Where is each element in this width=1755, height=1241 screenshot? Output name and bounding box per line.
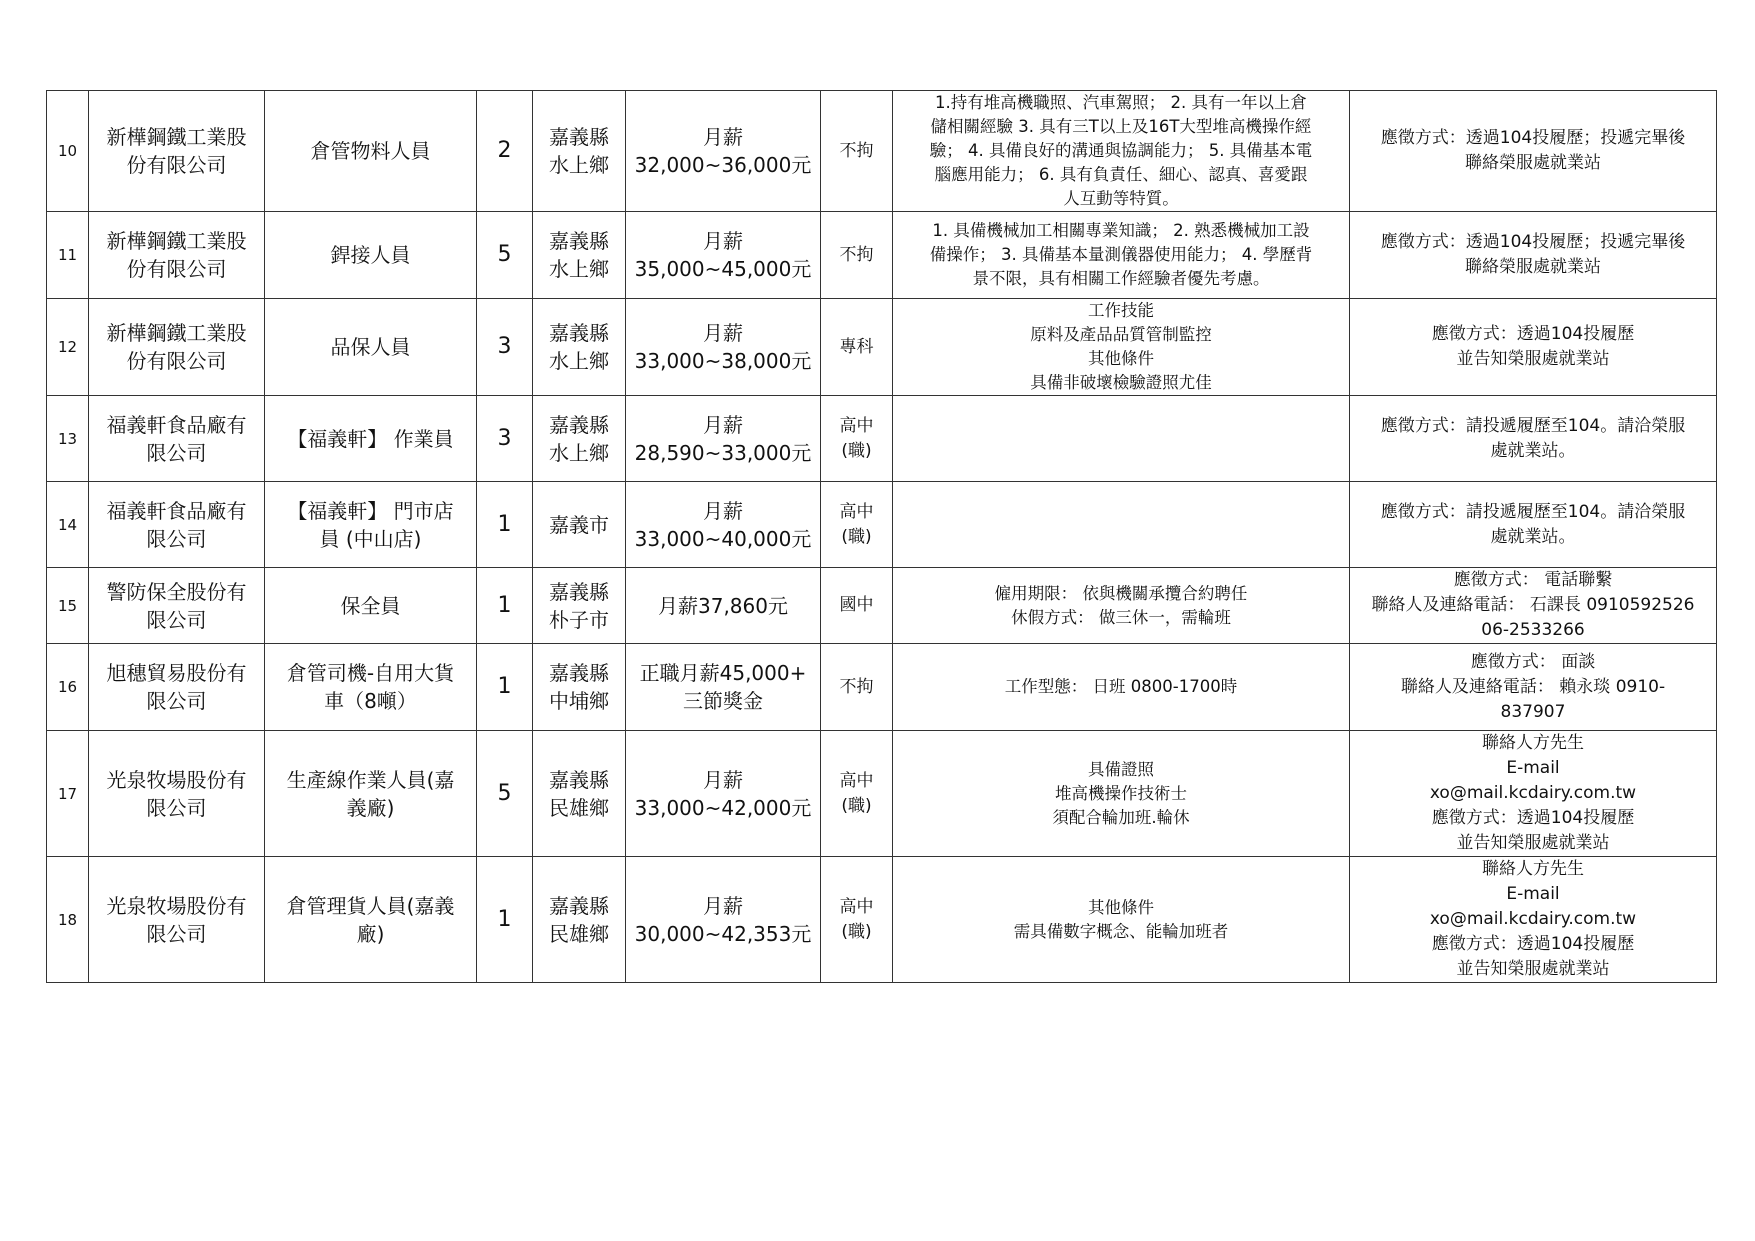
application-method-line: 應徵方式：透過104投履歷；投遞完畢後 <box>1380 128 1686 148</box>
job-requirements-line: 工作型態： 日班 0800-1700時 <box>1004 677 1238 696</box>
job-requirements-line: 休假方式： 做三休一，需輪班 <box>1011 607 1231 627</box>
job-title-line: 【福義軒】 作業員 <box>287 426 454 451</box>
company-name-cell <box>89 731 265 857</box>
job-requirements-line: 1. 具備機械加工相關專業知識； 2. 熟悉機械加工設 <box>932 221 1310 240</box>
application-method-line: 並告知榮服處就業站 <box>1456 833 1610 853</box>
company-name-cell <box>89 299 265 396</box>
job-title-line: 員 (中山店) <box>319 526 422 551</box>
education-requirement-line: 不拘 <box>839 140 874 161</box>
job-title-line: 品保人員 <box>330 335 411 359</box>
application-method-line: xo@mail.kcdairy.com.tw <box>1429 783 1637 803</box>
application-method-cell <box>1350 212 1717 299</box>
salary-cell <box>626 644 821 731</box>
application-method-line: 應徵方式：透過104投履歷 <box>1431 808 1635 828</box>
job-requirements-line: 具備證照 <box>1088 759 1154 779</box>
application-method-line: 聯絡榮服處就業站 <box>1465 153 1601 173</box>
job-title-line: 保全員 <box>340 593 401 618</box>
job-requirements-cell <box>893 91 1350 212</box>
salary-cell <box>626 299 821 396</box>
headcount-cell: 1 <box>477 644 533 731</box>
application-method-line: 聯絡人及連絡電話： 石課長 0910592526 <box>1371 595 1695 615</box>
salary-cell <box>626 396 821 482</box>
job-title-cell <box>265 568 477 644</box>
job-requirements-line: 其他條件 <box>1088 897 1154 917</box>
job-requirements-line: 工作技能 <box>1088 301 1154 320</box>
application-method-cell <box>1350 644 1717 731</box>
job-title-line: 倉管理貨人員(嘉義 <box>286 893 455 918</box>
work-location-cell <box>533 299 626 396</box>
work-location-cell <box>533 568 626 644</box>
application-method-cell <box>1350 299 1717 396</box>
job-title-cell <box>265 857 477 983</box>
education-requirement-cell <box>821 857 893 983</box>
application-method-cell <box>1350 568 1717 644</box>
application-method-line: xo@mail.kcdairy.com.tw <box>1429 909 1637 929</box>
work-location-cell <box>533 857 626 983</box>
headcount-cell: 3 <box>477 396 533 482</box>
row-number-cell: 11 <box>47 212 89 299</box>
job-requirements-line: 人互動等特質。 <box>1063 189 1179 208</box>
salary-cell <box>626 857 821 983</box>
job-title-line: 廠) <box>356 921 385 946</box>
education-requirement-line: (職) <box>841 795 872 816</box>
company-name-line: 限公司 <box>146 526 207 551</box>
application-method-line: 聯絡人方先生 <box>1482 733 1584 753</box>
application-method-line: 應徵方式：請投遞履歷至104。請洽榮服 <box>1380 415 1686 436</box>
education-requirement-line: (職) <box>841 921 872 942</box>
company-name-line: 光泉牧場股份有 <box>106 893 247 918</box>
application-method-cell <box>1350 731 1717 857</box>
application-method-line: 應徵方式：透過104投履歷 <box>1431 934 1635 954</box>
application-method-line: 處就業站。 <box>1490 526 1576 547</box>
education-requirement-line: 專科 <box>839 336 874 357</box>
job-title-cell <box>265 212 477 299</box>
salary-line: 月薪 <box>703 498 743 523</box>
company-name-cell <box>89 857 265 983</box>
headcount-cell: 3 <box>477 299 533 396</box>
headcount-cell: 1 <box>477 482 533 568</box>
application-method-cell <box>1350 396 1717 482</box>
application-method-line: E-mail <box>1506 758 1560 778</box>
job-title-line: 倉管司機-自用大貨 <box>286 661 455 685</box>
salary-line: 月薪 <box>703 229 743 253</box>
job-requirements-line: 景不限，具有相關工作經驗者優先考慮。 <box>972 269 1270 288</box>
work-location-line: 嘉義縣 <box>549 412 609 437</box>
job-requirements-cell <box>893 731 1350 857</box>
job-title-line: 生產線作業人員(嘉 <box>286 767 455 792</box>
table-row <box>47 568 1717 644</box>
headcount-cell: 1 <box>477 568 533 644</box>
application-method-line: 應徵方式：透過104投履歷 <box>1431 324 1635 344</box>
company-name-line: 福義軒食品廠有 <box>106 498 247 523</box>
job-title-cell <box>265 644 477 731</box>
row-number-cell: 12 <box>47 299 89 396</box>
salary-line: 月薪 <box>703 125 743 149</box>
education-requirement-line: 高中 <box>839 415 874 436</box>
application-method-line: 聯絡人及連絡電話： 賴永琰 0910- <box>1400 676 1666 697</box>
job-title-line: 倉管物料人員 <box>310 139 431 163</box>
work-location-line: 水上鄉 <box>549 349 609 373</box>
job-title-line: 車（8噸） <box>324 689 417 713</box>
table-row <box>47 644 1717 731</box>
application-method-line: 並告知榮服處就業站 <box>1456 349 1610 369</box>
work-location-cell <box>533 91 626 212</box>
job-requirements-line: 驗； 4. 具備良好的溝通與協調能力； 5. 具備基本電 <box>929 141 1313 160</box>
row-number-cell: 14 <box>47 482 89 568</box>
application-method-line: 並告知榮服處就業站 <box>1456 959 1610 979</box>
job-requirements-line: 僱用期限： 依與機關承攬合約聘任 <box>994 583 1248 603</box>
education-requirement-cell <box>821 91 893 212</box>
education-requirement-cell <box>821 482 893 568</box>
education-requirement-cell <box>821 644 893 731</box>
education-requirement-line: (職) <box>841 440 872 461</box>
job-requirements-cell <box>893 299 1350 396</box>
salary-line: 月薪 <box>703 893 743 918</box>
job-title-cell <box>265 396 477 482</box>
education-requirement-line: 不拘 <box>839 244 874 265</box>
company-name-line: 警防保全股份有 <box>106 579 247 604</box>
work-location-line: 嘉義市 <box>549 512 609 537</box>
job-title-line: 銲接人員 <box>330 243 411 267</box>
table-row <box>47 91 1717 212</box>
table-row <box>47 857 1717 983</box>
application-method-line: E-mail <box>1506 884 1560 904</box>
salary-line: 正職月薪45,000+ <box>639 661 807 685</box>
education-requirement-line: (職) <box>841 526 872 547</box>
company-name-cell <box>89 568 265 644</box>
company-name-line: 新樺鋼鐵工業股 <box>106 229 247 253</box>
salary-line: 28,590~33,000元 <box>634 440 812 465</box>
table-row <box>47 396 1717 482</box>
work-location-cell <box>533 212 626 299</box>
application-method-line: 06-2533266 <box>1481 620 1585 640</box>
salary-cell <box>626 212 821 299</box>
company-name-line: 限公司 <box>146 440 207 465</box>
salary-line: 35,000~45,000元 <box>634 257 812 281</box>
company-name-line: 份有限公司 <box>126 257 227 281</box>
application-method-cell <box>1350 482 1717 568</box>
headcount-cell: 5 <box>477 212 533 299</box>
work-location-line: 朴子市 <box>549 607 609 632</box>
work-location-cell <box>533 396 626 482</box>
work-location-cell <box>533 731 626 857</box>
company-name-cell <box>89 644 265 731</box>
table-row <box>47 731 1717 857</box>
education-requirement-cell <box>821 396 893 482</box>
job-title-line: 【福義軒】 門市店 <box>287 498 454 523</box>
company-name-line: 限公司 <box>146 921 207 946</box>
application-method-cell <box>1350 857 1717 983</box>
job-requirements-line: 堆高機操作技術士 <box>1055 783 1187 803</box>
row-number-cell: 18 <box>47 857 89 983</box>
job-title-cell <box>265 482 477 568</box>
job-requirements-line: 1.持有堆高機職照、汽車駕照； 2. 具有一年以上倉 <box>935 93 1307 112</box>
headcount-cell: 2 <box>477 91 533 212</box>
job-requirements-line: 需具備數字概念、能輪加班者 <box>1013 921 1229 941</box>
salary-line: 30,000~42,353元 <box>634 921 812 946</box>
company-name-line: 新樺鋼鐵工業股 <box>106 125 247 149</box>
salary-line: 33,000~42,000元 <box>634 795 812 820</box>
salary-line: 32,000~36,000元 <box>634 153 812 177</box>
job-requirements-line: 儲相關經驗 3. 具有三T以上及16T大型堆高機操作經 <box>930 117 1312 136</box>
company-name-cell <box>89 396 265 482</box>
company-name-cell <box>89 482 265 568</box>
headcount-cell: 5 <box>477 731 533 857</box>
education-requirement-line: 國中 <box>839 595 874 615</box>
application-method-line: 應徵方式：透過104投履歷；投遞完畢後 <box>1380 232 1686 252</box>
job-requirements-cell <box>893 857 1350 983</box>
application-method-line: 應徵方式：請投遞履歷至104。請洽榮服 <box>1380 501 1686 522</box>
application-method-cell <box>1350 91 1717 212</box>
company-name-line: 旭穗貿易股份有 <box>106 661 247 685</box>
company-name-line: 份有限公司 <box>126 349 227 373</box>
company-name-line: 限公司 <box>146 795 207 820</box>
work-location-line: 嘉義縣 <box>549 767 609 792</box>
company-name-line: 新樺鋼鐵工業股 <box>106 321 247 345</box>
application-method-line: 應徵方式： 電話聯繫 <box>1453 570 1613 590</box>
work-location-line: 水上鄉 <box>549 257 609 281</box>
salary-cell <box>626 482 821 568</box>
company-name-cell <box>89 212 265 299</box>
company-name-line: 福義軒食品廠有 <box>106 412 247 437</box>
education-requirement-line: 高中 <box>839 501 874 522</box>
education-requirement-line: 高中 <box>839 770 874 791</box>
work-location-cell <box>533 644 626 731</box>
table-row <box>47 482 1717 568</box>
headcount-cell: 1 <box>477 857 533 983</box>
salary-cell <box>626 731 821 857</box>
salary-line: 月薪 <box>703 767 743 792</box>
job-requirements-line: 腦應用能力； 6. 具有負責任、細心、認真、喜愛跟 <box>934 165 1308 184</box>
work-location-line: 水上鄉 <box>549 153 609 177</box>
education-requirement-cell <box>821 731 893 857</box>
job-title-cell <box>265 731 477 857</box>
row-number-cell: 17 <box>47 731 89 857</box>
job-title-cell <box>265 91 477 212</box>
education-requirement-line: 高中 <box>839 896 874 917</box>
education-requirement-cell <box>821 299 893 396</box>
job-requirements-cell <box>893 212 1350 299</box>
job-title-cell <box>265 299 477 396</box>
job-title-line: 義廠) <box>346 795 395 820</box>
education-requirement-cell <box>821 568 893 644</box>
job-requirements-line: 其他條件 <box>1088 349 1154 368</box>
work-location-cell <box>533 482 626 568</box>
application-method-line: 處就業站。 <box>1490 440 1576 461</box>
company-name-line: 限公司 <box>146 689 207 713</box>
salary-line: 33,000~38,000元 <box>634 349 812 373</box>
application-method-line: 應徵方式： 面談 <box>1470 651 1596 672</box>
work-location-line: 中埔鄉 <box>549 689 609 713</box>
row-number-cell: 15 <box>47 568 89 644</box>
salary-line: 月薪 <box>703 321 743 345</box>
work-location-line: 嘉義縣 <box>549 229 609 253</box>
job-requirements-line: 須配合輪加班.輪休 <box>1052 807 1190 827</box>
work-location-line: 嘉義縣 <box>549 893 609 918</box>
salary-line: 月薪 <box>703 412 743 437</box>
job-requirements-cell <box>893 644 1350 731</box>
salary-line: 三節獎金 <box>683 689 763 713</box>
company-name-cell <box>89 91 265 212</box>
work-location-line: 嘉義縣 <box>549 661 609 685</box>
row-number-cell: 13 <box>47 396 89 482</box>
table-row <box>47 212 1717 299</box>
work-location-line: 嘉義縣 <box>549 125 609 149</box>
table-row <box>47 299 1717 396</box>
row-number-cell: 10 <box>47 91 89 212</box>
salary-cell <box>626 91 821 212</box>
company-name-line: 光泉牧場股份有 <box>106 767 247 792</box>
application-method-line: 837907 <box>1500 701 1566 722</box>
company-name-line: 份有限公司 <box>126 153 227 177</box>
salary-cell <box>626 568 821 644</box>
row-number-cell: 16 <box>47 644 89 731</box>
work-location-line: 水上鄉 <box>549 440 609 465</box>
work-location-line: 嘉義縣 <box>549 321 609 345</box>
work-location-line: 民雄鄉 <box>549 795 609 820</box>
job-requirements-line: 具備非破壞檢驗證照尤佳 <box>1030 373 1212 392</box>
job-requirements-cell <box>893 568 1350 644</box>
application-method-line: 聯絡人方先生 <box>1482 859 1584 879</box>
salary-line: 33,000~40,000元 <box>634 526 812 551</box>
job-requirements-line: 備操作； 3. 具備基本量測儀器使用能力； 4. 學歷背 <box>929 245 1313 264</box>
work-location-line: 民雄鄉 <box>549 921 609 946</box>
job-requirements-line: 原料及產品品質管制監控 <box>1030 325 1212 344</box>
salary-line: 月薪37,860元 <box>658 593 788 618</box>
job-requirements-cell <box>893 396 1350 482</box>
job-requirements-cell <box>893 482 1350 568</box>
company-name-line: 限公司 <box>146 607 207 632</box>
education-requirement-cell <box>821 212 893 299</box>
education-requirement-line: 不拘 <box>839 676 874 697</box>
application-method-line: 聯絡榮服處就業站 <box>1465 257 1601 277</box>
job-listing-table <box>46 90 1717 983</box>
work-location-line: 嘉義縣 <box>549 579 609 604</box>
